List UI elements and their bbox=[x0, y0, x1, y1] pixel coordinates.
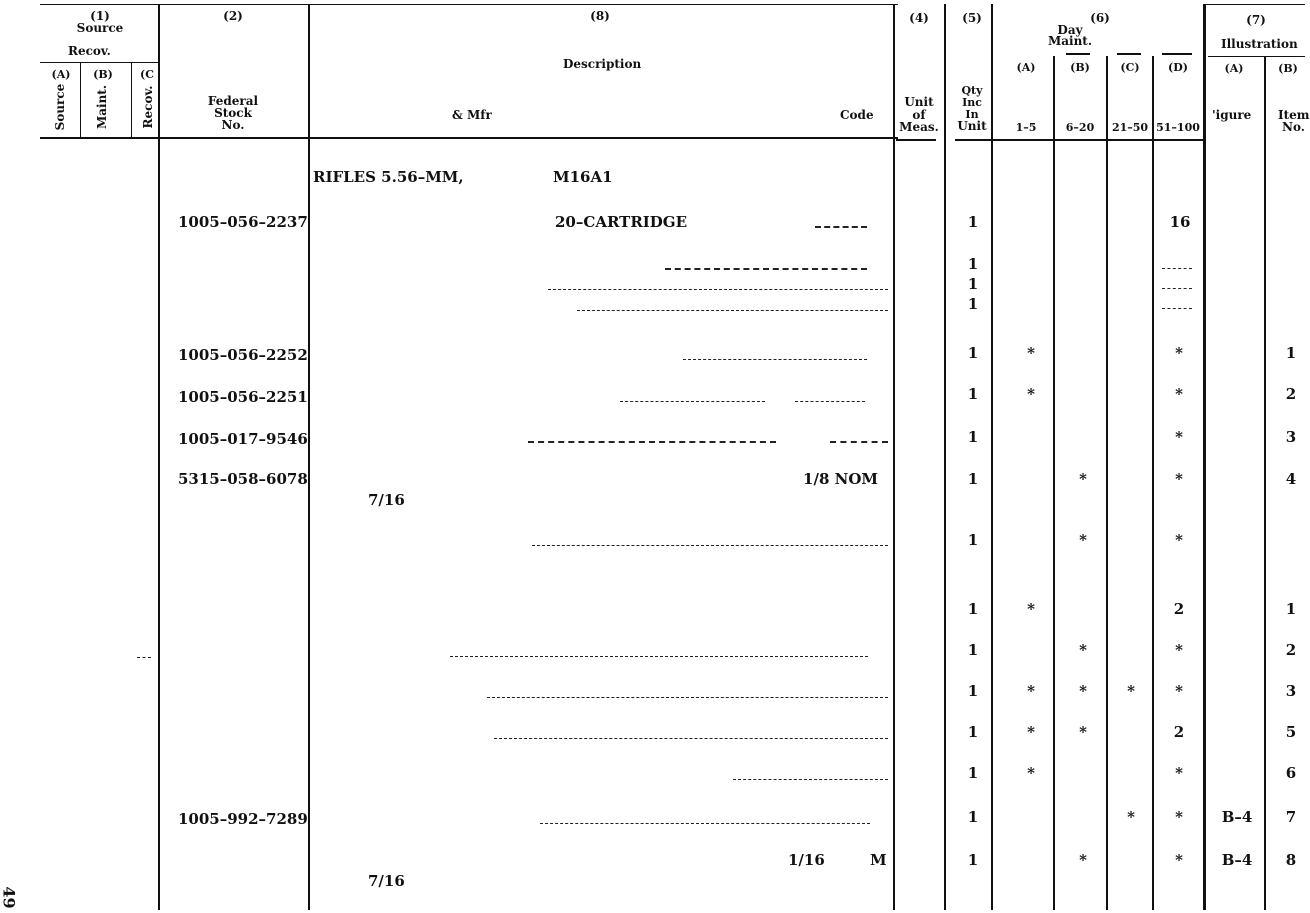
leader-line bbox=[1162, 268, 1192, 269]
col7-a: (A) bbox=[1224, 62, 1244, 75]
maint-b: * bbox=[1079, 641, 1087, 659]
leader-line bbox=[548, 289, 888, 290]
col1-number: (1) bbox=[90, 9, 110, 23]
col-divider-4 bbox=[893, 4, 895, 910]
col6-a: (A) bbox=[1016, 61, 1036, 74]
leader-line bbox=[532, 545, 888, 546]
qty: 1 bbox=[967, 641, 979, 659]
col-divider-2 bbox=[158, 4, 160, 910]
leader-line bbox=[830, 441, 888, 443]
section-title-rifles: RIFLES 5.56–MM, bbox=[313, 168, 464, 186]
qty: 1 bbox=[967, 531, 979, 549]
figure-ref: B–4 bbox=[1221, 851, 1253, 869]
col7-no: No. bbox=[1282, 120, 1305, 134]
col6-d-range: 51–100 bbox=[1156, 121, 1200, 134]
maint-b: * bbox=[1079, 851, 1087, 869]
header-sub-rule-6c bbox=[1117, 53, 1141, 55]
maint-d: * bbox=[1175, 641, 1183, 659]
col3-description: Description bbox=[563, 57, 642, 71]
col-divider-7 bbox=[1203, 4, 1206, 910]
leader-line bbox=[1162, 308, 1192, 309]
item-description: 20–CARTRIDGE bbox=[555, 213, 688, 231]
header-bottom-rule-6 bbox=[993, 139, 1203, 141]
col6-b: (B) bbox=[1070, 61, 1090, 74]
leader-line bbox=[683, 359, 867, 360]
qty: 1 bbox=[967, 275, 979, 293]
qty: 1 bbox=[967, 255, 979, 273]
col6-maint: Maint. bbox=[1047, 34, 1093, 48]
maint-d: 2 bbox=[1173, 723, 1185, 741]
col2-no: No. bbox=[221, 118, 245, 132]
qty: 1 bbox=[967, 295, 979, 313]
col2-stock: Stock bbox=[214, 106, 252, 120]
item-no: 2 bbox=[1285, 641, 1297, 659]
item-description: 7/16 bbox=[368, 872, 405, 890]
col1-c-label: Recov. bbox=[141, 85, 155, 129]
item-no: 6 bbox=[1285, 764, 1297, 782]
item-no: 5 bbox=[1285, 723, 1297, 741]
maint-a: * bbox=[1027, 385, 1035, 403]
maint-a: * bbox=[1027, 764, 1035, 782]
maint-a: * bbox=[1027, 723, 1035, 741]
col6-number: (6) bbox=[1090, 11, 1110, 25]
col5-qty: Qty bbox=[961, 84, 983, 97]
qty: 1 bbox=[967, 682, 979, 700]
qty: 1 bbox=[967, 764, 979, 782]
col7-item: Item bbox=[1278, 108, 1310, 122]
col5-in: In bbox=[965, 108, 979, 121]
stock-number: 5315–058–6078 bbox=[178, 470, 308, 488]
col7-number: (7) bbox=[1246, 13, 1266, 27]
item-no: 2 bbox=[1285, 385, 1297, 403]
header-bottom-rule-4 bbox=[896, 139, 936, 141]
maint-d: * bbox=[1175, 470, 1183, 488]
figure-ref: B–4 bbox=[1221, 808, 1253, 826]
maint-b: * bbox=[1079, 682, 1087, 700]
col4-number: (4) bbox=[909, 11, 929, 25]
stock-number: 1005–992–7289 bbox=[178, 810, 308, 828]
maint-d: * bbox=[1175, 344, 1183, 362]
header-bottom-rule-5 bbox=[955, 139, 991, 141]
col5-inc: Inc bbox=[962, 96, 982, 109]
col3-code: Code bbox=[840, 108, 874, 122]
leader-line bbox=[487, 697, 888, 698]
col6-c-range: 21–50 bbox=[1111, 121, 1149, 134]
leader-line bbox=[815, 226, 867, 228]
stock-number: 1005–017–9546 bbox=[178, 430, 308, 448]
qty: 1 bbox=[967, 723, 979, 741]
header-sub-rule-6b bbox=[1066, 53, 1090, 55]
maint-c: * bbox=[1127, 682, 1135, 700]
col4-meas: Meas. bbox=[899, 120, 939, 134]
leader-line bbox=[795, 401, 865, 402]
header-bottom-rule-left bbox=[40, 137, 158, 139]
item-no: 1 bbox=[1285, 600, 1297, 618]
leader-line bbox=[577, 310, 888, 311]
item-no: 7 bbox=[1285, 808, 1297, 826]
col5-number: (5) bbox=[962, 11, 982, 25]
item-code: 1/8 NOM bbox=[803, 470, 878, 488]
col-divider-5 bbox=[944, 4, 946, 910]
top-rule bbox=[40, 4, 898, 5]
maint-d: * bbox=[1175, 682, 1183, 700]
col-divider-3 bbox=[308, 4, 310, 910]
col7-b: (B) bbox=[1278, 62, 1298, 75]
item-no: 8 bbox=[1285, 851, 1297, 869]
col1-b: (B) bbox=[93, 68, 113, 81]
item-no: 3 bbox=[1285, 428, 1297, 446]
col-divider-6 bbox=[991, 4, 993, 910]
maint-b: * bbox=[1079, 723, 1087, 741]
maint-a: * bbox=[1027, 344, 1035, 362]
qty: 1 bbox=[967, 428, 979, 446]
qty: 1 bbox=[967, 213, 979, 231]
maint-c: * bbox=[1127, 808, 1135, 826]
leader-line bbox=[733, 779, 888, 780]
col1-title: Source bbox=[76, 21, 124, 35]
col6-d: (D) bbox=[1168, 61, 1188, 74]
header-bottom-rule-mid bbox=[160, 137, 898, 139]
col3-number: (8) bbox=[590, 9, 610, 23]
col4-of: of bbox=[912, 108, 926, 122]
item-no: 3 bbox=[1285, 682, 1297, 700]
maint-d: 16 bbox=[1169, 213, 1191, 231]
leader-line bbox=[620, 401, 765, 402]
col-divider-6c bbox=[1106, 56, 1108, 910]
col3-mfr: & Mfr bbox=[452, 108, 492, 122]
col1-c: (C bbox=[140, 68, 154, 81]
qty: 1 bbox=[967, 470, 979, 488]
page-number: 49 bbox=[0, 886, 19, 909]
leader-line bbox=[494, 738, 888, 739]
col1-b-label: Maint. bbox=[95, 84, 109, 130]
header-sub-rule-7 bbox=[1208, 56, 1305, 57]
leader-line bbox=[665, 268, 867, 270]
item-no: 4 bbox=[1285, 470, 1297, 488]
maint-d: * bbox=[1175, 531, 1183, 549]
qty: 1 bbox=[967, 851, 979, 869]
col1-recov: Recov. bbox=[68, 44, 111, 58]
leader-line bbox=[1162, 288, 1192, 289]
qty: 1 bbox=[967, 385, 979, 403]
stock-number: 1005–056–2237 bbox=[178, 213, 308, 231]
col7-figure: 'igure bbox=[1212, 108, 1252, 122]
maint-a: * bbox=[1027, 682, 1035, 700]
qty: 1 bbox=[967, 808, 979, 826]
col6-c: (C) bbox=[1120, 61, 1140, 74]
col4-unit: Unit bbox=[904, 95, 934, 109]
item-no: 1 bbox=[1285, 344, 1297, 362]
leader-line bbox=[450, 656, 868, 657]
col-divider-1b bbox=[131, 62, 132, 138]
col1-a-label: Source bbox=[53, 83, 67, 131]
qty: 1 bbox=[967, 344, 979, 362]
col2-federal: Federal bbox=[207, 94, 259, 108]
col7-illustration: Illustration bbox=[1221, 37, 1298, 51]
col-divider-7b bbox=[1264, 56, 1266, 910]
item-code-fragment: M bbox=[870, 851, 887, 869]
item-description: 7/16 bbox=[368, 491, 405, 509]
col6-a-range: 1–5 bbox=[1015, 121, 1037, 134]
item-code: 1/16 bbox=[788, 851, 825, 869]
col-divider-1a bbox=[80, 62, 81, 138]
col-divider-6b bbox=[1053, 56, 1055, 910]
leader-line bbox=[540, 823, 870, 824]
header-sub-rule-6d bbox=[1162, 53, 1192, 55]
maint-d: * bbox=[1175, 385, 1183, 403]
section-title-model: M16A1 bbox=[553, 168, 613, 186]
header-sub-rule-1 bbox=[40, 62, 158, 63]
leader-line bbox=[528, 441, 776, 443]
maint-b: * bbox=[1079, 470, 1087, 488]
maint-a: * bbox=[1027, 600, 1035, 618]
stock-number: 1005–056–2252 bbox=[178, 346, 308, 364]
col6-day: Day bbox=[1057, 23, 1083, 37]
maint-d: 2 bbox=[1173, 600, 1185, 618]
top-rule-right bbox=[1205, 4, 1305, 5]
maint-d: * bbox=[1175, 808, 1183, 826]
col1-a: (A) bbox=[51, 68, 71, 81]
maint-d: * bbox=[1175, 851, 1183, 869]
qty: 1 bbox=[967, 600, 979, 618]
maint-d: * bbox=[1175, 428, 1183, 446]
maint-b: * bbox=[1079, 531, 1087, 549]
col6-b-range: 6–20 bbox=[1065, 121, 1095, 134]
stock-number: 1005–056–2251 bbox=[178, 388, 308, 406]
col-divider-6d bbox=[1152, 56, 1154, 910]
col5-unit: Unit bbox=[957, 119, 987, 133]
maint-d: * bbox=[1175, 764, 1183, 782]
col2-number: (2) bbox=[223, 9, 243, 23]
leader-line bbox=[137, 657, 151, 658]
